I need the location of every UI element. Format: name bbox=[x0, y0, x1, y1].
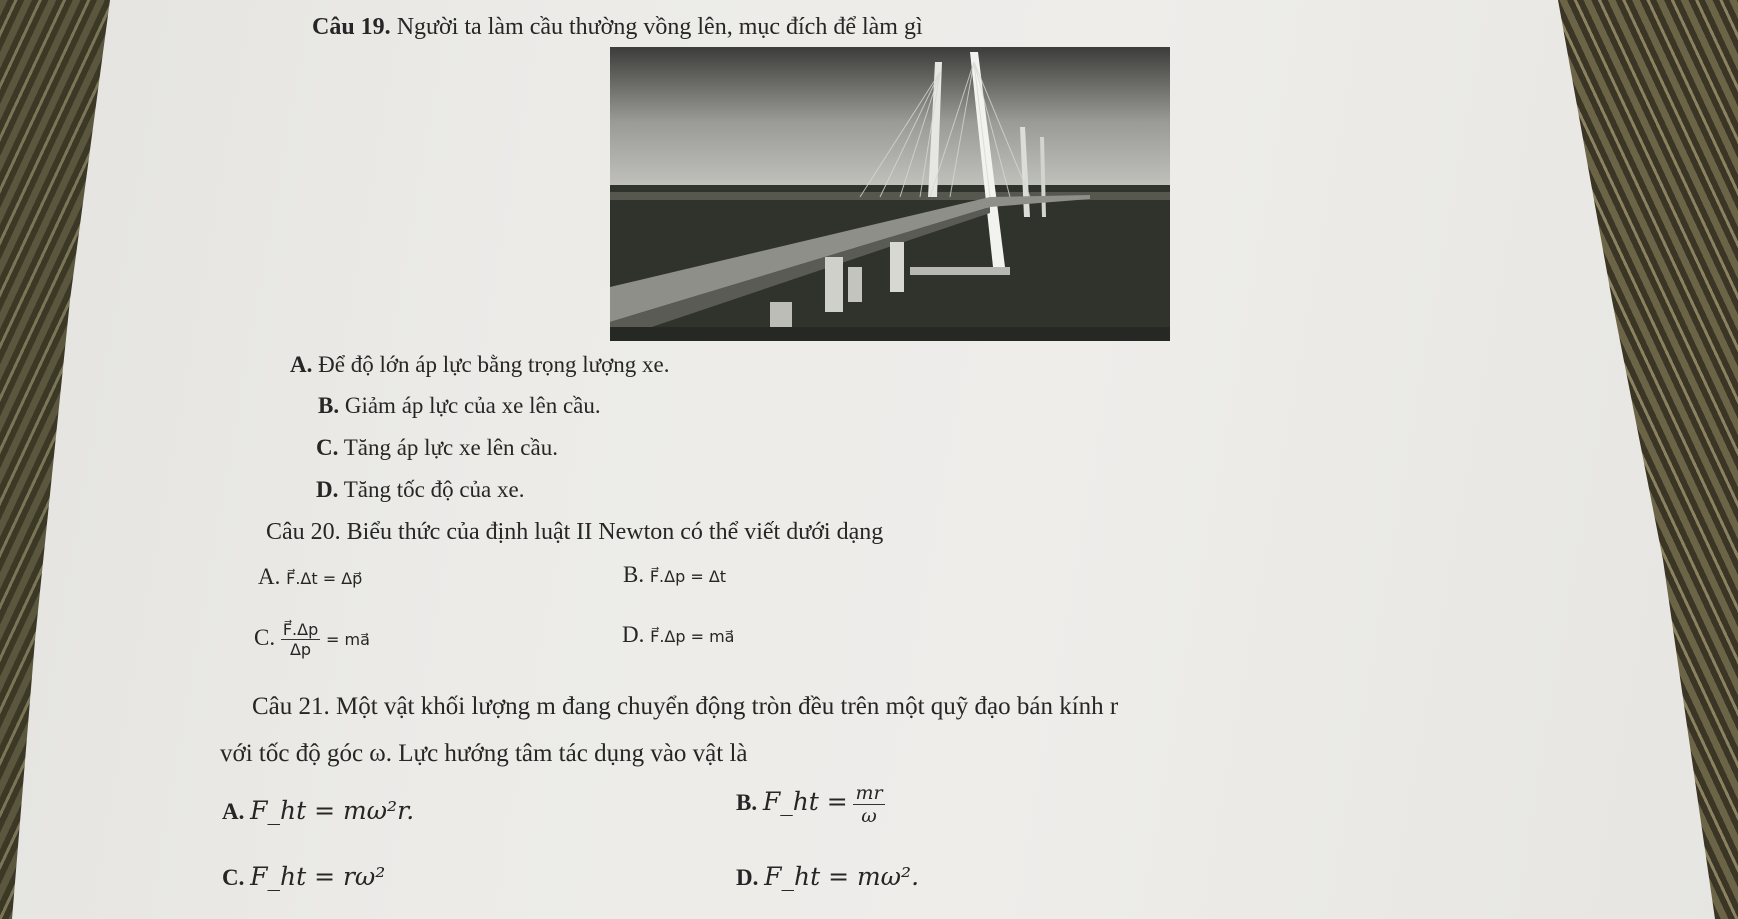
q20-title: Câu 20. bbox=[266, 519, 341, 545]
q19-option-d: D. Tăng tốc độ của xe. bbox=[316, 477, 525, 502]
q19-text: Người ta làm cầu thường vồng lên, mục đích để làm gì bbox=[396, 14, 923, 40]
q21-title: Câu 21. bbox=[252, 693, 330, 720]
q20-heading bbox=[266, 519, 883, 546]
q20-option-b: B. F⃗.Δp = Δt bbox=[623, 562, 727, 587]
q20-c-fraction: $\frac{F⃗.\Delta p}{\Delta p}$ bbox=[282, 620, 319, 659]
q19-option-a: A. Để độ lớn áp lực bằng trọng lượng xe. bbox=[290, 352, 670, 377]
q19-title: Câu 19. bbox=[312, 14, 391, 40]
bridge-photo bbox=[610, 47, 1170, 341]
q21-option-c: C. F_ht = rω² bbox=[222, 862, 386, 891]
q21-heading bbox=[252, 693, 1118, 721]
q21-b-fraction: $\frac{mr}{\omega}$ bbox=[855, 782, 883, 827]
q19-option-b: B. Giảm áp lực của xe lên cầu. bbox=[318, 393, 601, 418]
q21-option-d: D. F_ht = mω². bbox=[736, 862, 920, 891]
q20-option-c: C. $\frac{F⃗.\Delta p}{\Delta p}$ = ma⃗ bbox=[254, 620, 370, 659]
q21-option-a: A. F_ht = mω²r. bbox=[222, 796, 415, 825]
q20-option-a: A. F⃗.Δt = Δp⃗ bbox=[258, 564, 363, 589]
q21-text-line2: với tốc độ góc ω. Lực hướng tâm tác dụng vào vật là bbox=[220, 740, 748, 767]
q20-text: Biểu thức của định luật II Newton có thể viết dưới dạng bbox=[346, 519, 884, 545]
q19-heading bbox=[312, 14, 923, 41]
q21-text-line1: Một vật khối lượng m đang chuyển động tròn đều trên một quỹ đạo bán kính r bbox=[336, 693, 1119, 720]
q21-option-b: B. F_ht = $\frac{mr}{\omega}$ bbox=[736, 782, 883, 827]
q19-option-c: C. Tăng áp lực xe lên cầu. bbox=[316, 435, 558, 460]
q20-option-d: D. F⃗.Δp = ma⃗ bbox=[622, 622, 735, 647]
